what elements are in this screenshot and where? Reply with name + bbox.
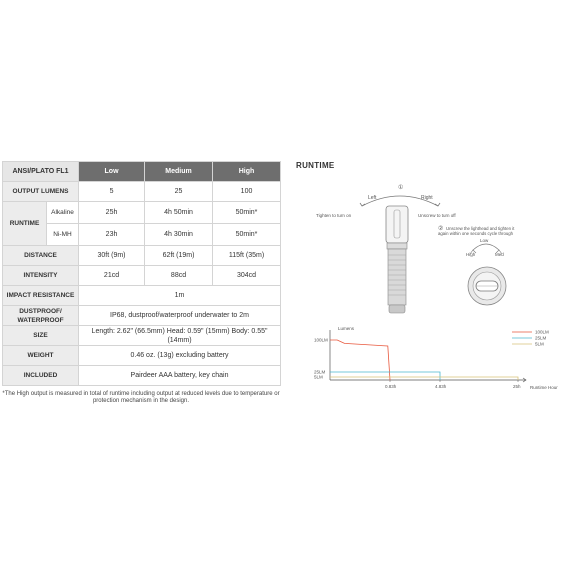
tail-end-drawing: [468, 267, 506, 305]
table-row: [3, 202, 281, 224]
distance-label: DISTANCE: [3, 246, 79, 266]
step1-marker: ①: [398, 185, 404, 191]
table-row: [3, 266, 281, 286]
left-label: Left: [368, 195, 377, 201]
flashlight-drawing: [386, 206, 408, 313]
tighten-label: Tighten to turn on: [316, 213, 352, 218]
weight-label: WEIGHT: [3, 346, 79, 366]
x-tick-label: 0.83h: [385, 384, 397, 389]
operation-diagram: [290, 178, 565, 323]
legend-label: 25LM: [535, 335, 547, 341]
table-row: [3, 306, 281, 326]
intensity-medium: 88cd: [145, 266, 213, 286]
size-label: SIZE: [3, 326, 79, 346]
y-tick-label: 100LM: [314, 337, 328, 343]
x-tick-label: 4.83h: [435, 384, 447, 389]
output-low: 5: [79, 182, 145, 202]
low-header: Low: [79, 162, 145, 182]
medium-header: Medium: [145, 162, 213, 182]
right-label: Right: [421, 195, 433, 201]
weight-value: 0.46 oz. (13g) excluding battery: [79, 346, 281, 366]
footnote: *The High output is measured in total of runtime including output at reduced levels due to temperature or protection mechanism in the design.: [2, 391, 280, 404]
x-axis-label: Runtime Hour: [530, 385, 558, 390]
intensity-low: 21cd: [79, 266, 145, 286]
model-header: ANSI/PLATO FL1: [3, 162, 79, 182]
table-row: [3, 182, 281, 202]
unscrew-label: Unscrew to turn off: [418, 213, 456, 218]
series-line-100lm: [330, 340, 390, 380]
impact-label: IMPACT RESISTANCE: [3, 286, 79, 306]
distance-medium: 62ft (19m): [145, 246, 213, 266]
size-value: Length: 2.62" (66.5mm) Head: 0.59" (15mm) Body: 0.55" (14mm): [79, 326, 281, 346]
table-header-row: [3, 162, 281, 182]
low-mode-label: Low: [480, 238, 489, 243]
impact-value: 1m: [79, 286, 281, 306]
cycle-note-line2: again within one seconds cycle through: [438, 231, 514, 236]
waterproof-label: DUSTPROOF/ WATERPROOF: [3, 306, 79, 326]
distance-high: 115ft (35m): [213, 246, 281, 266]
cycle-note: [438, 226, 516, 236]
table-row: [3, 246, 281, 266]
table-row: [3, 326, 281, 346]
nimh-label: Ni-MH: [47, 224, 79, 246]
output-medium: 25: [145, 182, 213, 202]
intensity-label: INTENSITY: [3, 266, 79, 286]
alkaline-medium: 4h 50min: [145, 202, 213, 224]
runtime-title: RUNTIME: [296, 161, 335, 170]
table-row: [3, 286, 281, 306]
intensity-high: 304cd: [213, 266, 281, 286]
runtime-label: RUNTIME: [3, 202, 47, 246]
y-tick-label: 5LM: [314, 374, 323, 380]
nimh-high: 50min*: [213, 224, 281, 246]
distance-low: 30ft (9m): [79, 246, 145, 266]
waterproof-value: IP68, dustproof/waterproof underwater to 2m: [79, 306, 281, 326]
runtime-chart: [290, 322, 565, 407]
table-row: [3, 366, 281, 386]
nimh-low: 23h: [79, 224, 145, 246]
high-mode-label: High: [466, 252, 476, 257]
output-label: OUTPUT LUMENS: [3, 182, 79, 202]
cycle-note-line1: Unscrew the lighthead and tighten it: [446, 226, 515, 231]
nimh-medium: 4h 30min: [145, 224, 213, 246]
spec-table: [2, 161, 281, 386]
step2-marker: ②: [438, 226, 444, 232]
legend-label: 5LM: [535, 341, 544, 347]
included-label: INCLUDED: [3, 366, 79, 386]
alkaline-high: 50min*: [213, 202, 281, 224]
series-line-25lm: [330, 372, 440, 380]
high-header: High: [213, 162, 281, 182]
included-value: Pairdeer AAA battery, key chain: [79, 366, 281, 386]
x-tick-label: 25h: [513, 384, 521, 389]
alkaline-label: Alkaline: [47, 202, 79, 224]
med-mode-label: Med: [495, 252, 504, 257]
output-high: 100: [213, 182, 281, 202]
alkaline-low: 25h: [79, 202, 145, 224]
y-axis-label: Lumens: [338, 326, 355, 331]
series-line-5lm: [330, 377, 518, 380]
legend-label: 100LM: [535, 329, 549, 335]
y-tick-label: 25LM: [314, 369, 326, 375]
table-row: [3, 346, 281, 366]
